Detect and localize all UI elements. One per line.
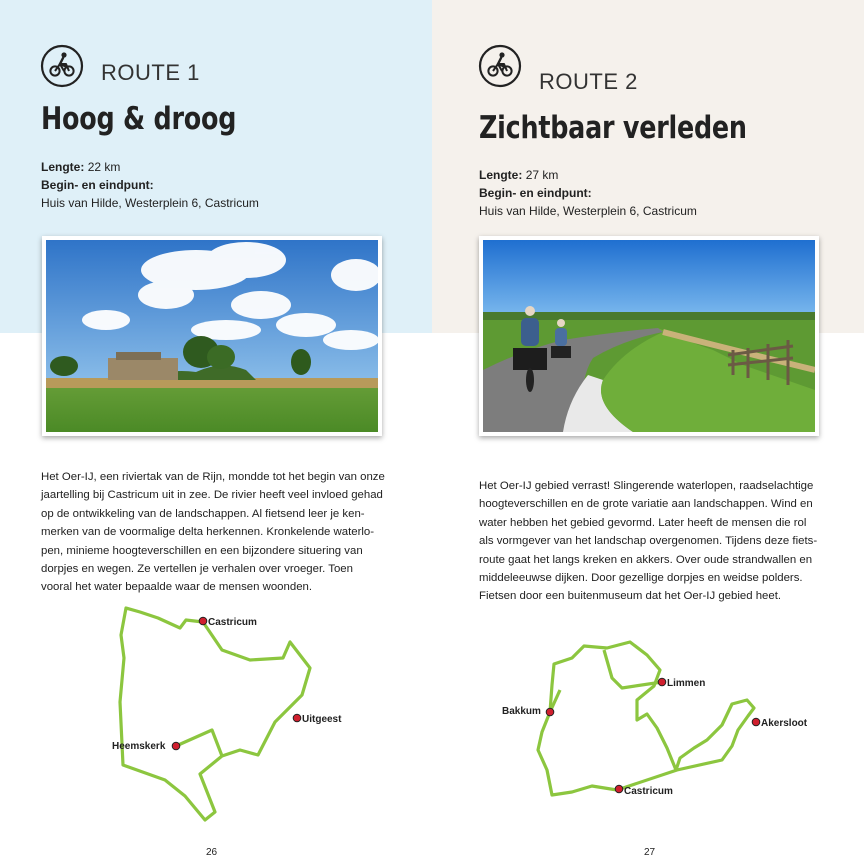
bicycle-icon (478, 44, 522, 88)
place-marker-akersloot (752, 718, 760, 726)
bicycle-icon (40, 44, 84, 88)
place-label-castricum: Castricum (208, 617, 257, 628)
route-photo (42, 236, 382, 436)
route-map (432, 630, 864, 820)
route-description (479, 477, 829, 606)
route-label: ROUTE 2 (539, 69, 638, 94)
route-meta (479, 166, 697, 220)
place-label-castricum: Castricum (624, 786, 673, 797)
start-value: Huis van Hilde, Westerplein 6, Castricum (479, 204, 697, 218)
start-label: Begin- en eindpunt: (41, 178, 154, 192)
page-number: 27 (644, 847, 656, 858)
route-title: Zichtbaar verleden (479, 110, 747, 146)
description-line: op de ontwikkeling van de landschappen. Al fietsend leer je ken- (41, 507, 365, 520)
place-marker-bakkum (546, 708, 554, 716)
place-label-akersloot: Akersloot (761, 718, 808, 729)
route-title: Hoog & droog (41, 101, 237, 137)
place-label-limmen: Limmen (667, 678, 706, 689)
route-meta (41, 158, 259, 212)
description-line: Fietsen door een buitenmuseum dat het Oer-IJ gebied heet. (479, 590, 782, 603)
length-label: Lengte: (479, 168, 523, 182)
description-line: water hebben het gebied gevormd. Later heeft de mensen die rol (479, 516, 807, 529)
description-line: pen, minieme hoogteverschillen en een bijzondere situering van (41, 544, 363, 557)
place-marker-uitgeest (293, 714, 301, 722)
description-line: als vormgever van het landschap overgenomen. Tijdens deze fiets- (479, 535, 818, 548)
place-label-bakkum: Bakkum (502, 706, 541, 717)
description-line: dorpjes en wegen. Ze vertellen je verhalen over vroeger. Toen (41, 563, 353, 576)
place-label-uitgeest: Uitgeest (302, 714, 342, 725)
description-line: vooral het water bepaalde waar de mensen woonden. (41, 581, 313, 594)
description-line: Het Oer-IJ, een riviertak van de Rijn, mondde tot het begin van onze (41, 471, 385, 483)
description-line: route gaat het langs kreken en akkers. Over oude strandwallen en (479, 553, 813, 566)
route-label: ROUTE 1 (101, 60, 200, 85)
description-line: merken van de voormalige delta herkennen. Kronkelende waterlo- (41, 526, 375, 539)
route-line (176, 730, 222, 756)
place-marker-castricum (199, 617, 207, 625)
length-line (41, 158, 259, 176)
page-number: 26 (206, 847, 218, 858)
route-photo (479, 236, 819, 436)
description-line: hoogteverschillen en de grote variatie aan landschappen. Wind en (479, 498, 813, 511)
place-marker-limmen (658, 678, 666, 686)
route-line (120, 608, 310, 820)
place-marker-castricum (615, 785, 623, 793)
page-right (432, 0, 864, 866)
length-value: 27 km (525, 168, 559, 182)
place-marker-heemskerk (172, 742, 180, 750)
route-map (0, 600, 432, 830)
start-label: Begin- en eindpunt: (479, 186, 592, 200)
length-value: 22 km (87, 160, 121, 174)
description-line: middeleeuwse dijken. Door gezellige dorpjes en weidse polders. (479, 572, 803, 585)
description-line: Het Oer-IJ gebied verrast! Slingerende waterlopen, raadselachtige (479, 480, 814, 492)
start-value: Huis van Hilde, Westerplein 6, Castricum (41, 196, 259, 210)
route-line (538, 642, 754, 795)
route-line (604, 650, 662, 688)
cyclists-photo (483, 240, 815, 432)
description-line: jaartelling bij Castricum uit in zee. De rivier heeft veel invloed gehad (41, 489, 383, 502)
length-line (479, 166, 697, 184)
landscape-photo (46, 240, 378, 432)
length-label: Lengte: (41, 160, 85, 174)
route-description (41, 468, 391, 597)
place-label-heemskerk: Heemskerk (112, 741, 166, 752)
